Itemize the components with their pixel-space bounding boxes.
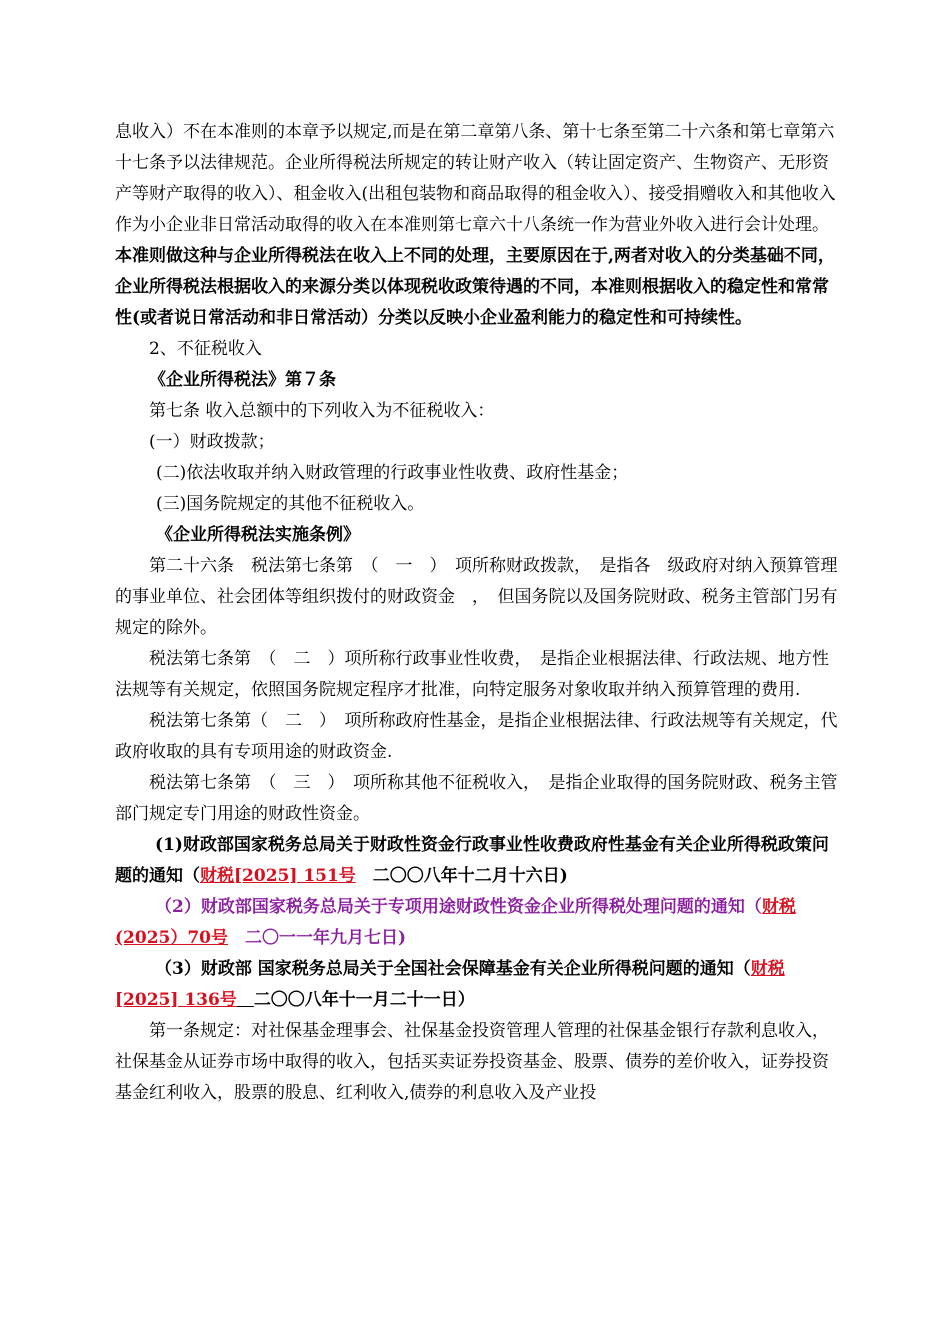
- article-26: 第二十六条 税法第七条第 （ 一 ） 项所称财政拨款， 是指各 级政府对纳入预算管理的事业单位、社会团体等组织拨付的财政资金 ， 但国务院以及国务院财政、税务主管部门另有规定的除外。: [115, 556, 838, 638]
- notice-2-text: （2）财政部国家税务总局关于专项用途财政性资金企业所得税处理问题的通知（: [155, 897, 762, 917]
- notice-1-text: (1)财政部国家税务总局关于财政性资金行政事业性收费政府性基金有关企业所得税政策问题的通知（: [115, 835, 829, 886]
- heading-non-taxable-income: 2、不征税收入: [149, 339, 262, 359]
- notice-2: [115, 892, 840, 954]
- notice-3-reference: 财税[2025] 136号: [115, 959, 785, 1010]
- notice-1: [115, 830, 840, 892]
- notice-3-gap: [237, 990, 254, 1010]
- article-7-intro: 第七条 收入总额中的下列收入为不征税收入：: [149, 401, 495, 421]
- article-7-item-1: (一）财政拨款；: [149, 432, 275, 452]
- notice-1-date: 二〇〇八年十二月十六日): [355, 866, 568, 886]
- notice-2-reference: 财税(2025）70号: [115, 897, 796, 948]
- notice-3-text: （3）财政部 国家税务总局关于全国社会保障基金有关企业所得税问题的通知（: [155, 959, 751, 979]
- clause-3-other-income: 税法第七条第 （ 三 ） 项所称其他不征税收入， 是指企业取得的国务院财政、税务主管部门规定专门用途的财政性资金。: [115, 773, 838, 824]
- paragraph-income-classification: [115, 117, 840, 334]
- notice-3-date: 二〇〇八年十一月二十一日）: [253, 990, 475, 1010]
- article-1-provision: 第一条规定：对社保基金理事会、社保基金投资管理人管理的社保基金银行存款利息收入，社保基金从证券市场中取得的收入，包括买卖证券投资基金、股票、债券的差价收入，证券投资基金红利收入，股票的股息、红利收入,债券的利息收入及产业投: [115, 1021, 829, 1103]
- clause-2-administrative-fee: 税法第七条第 （ 二 ）项所称行政事业性收费， 是指企业根据法律、行政法规、地方性法规等有关规定，依照国务院规定程序才批准，向特定服务对象收取并纳入预算管理的费用.: [115, 649, 829, 700]
- paragraph-normal-text: 息收入）不在本准则的本章予以规定,而是在第二章第八条、第十七条至第二十六条和第七章第六十七条予以法律规范。企业所得税法所规定的转让财产收入（转让固定资产、生物资产、无形资产等财产取得的收入）、租金收入(出租包装物和商品取得的租金收入）、接受捐赠收入和其他收入作为小企业非日常活动取得的收入在本准则第七章六十八条统一作为营业外收入进行会计处理。: [115, 122, 836, 235]
- law-title: 《企业所得税法》第７条: [149, 370, 336, 390]
- notice-2-date: 二〇一一年九月七日): [228, 928, 407, 948]
- article-7-item-2: (二)依法收取并纳入财政管理的行政事业性收费、政府性基金；: [156, 463, 629, 483]
- clause-2-government-fund: 税法第七条第（ 二 ） 项所称政府性基金，是指企业根据法律、行政法规等有关规定，代政府收取的具有专项用途的财政资金.: [115, 711, 838, 762]
- notice-3: [115, 954, 840, 1016]
- notice-1-reference: 财税[2025] 151号: [200, 866, 356, 886]
- paragraph-bold-text: 本准则做这种与企业所得税法在收入上不同的处理，主要原因在于,两者对收入的分类基础不同，企业所得税法根据收入的来源分类以体现税收政策待遇的不同，本准则根据收入的稳定性和常常性(或者说日常活动和非日常活动）分类以反映小企业盈利能力的稳定性和可持续性。: [115, 246, 835, 328]
- article-7-item-3: (三)国务院规定的其他不征税收入。: [156, 494, 425, 514]
- regulation-title: 《企业所得税法实施条例》: [156, 525, 360, 545]
- document-body: [115, 117, 840, 1109]
